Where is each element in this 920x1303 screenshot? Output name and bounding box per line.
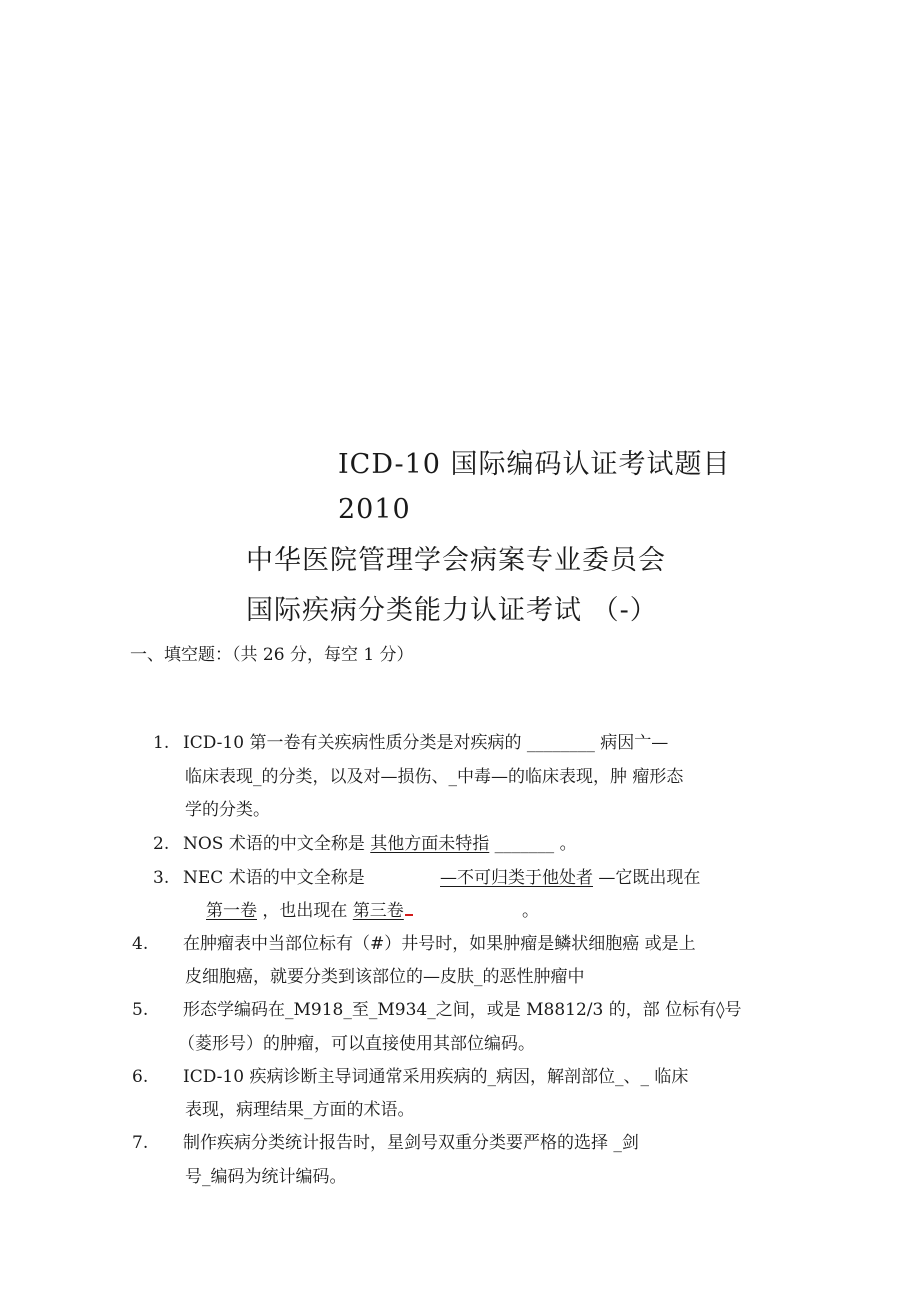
question-number: 2. (153, 834, 170, 854)
document-year: 2010 (338, 494, 411, 525)
answer-text: 第一卷 (206, 901, 257, 921)
question-line (183, 836, 577, 853)
organization-name: 中华医院管理学会病案专业委员会 (246, 545, 666, 576)
question-text: _______ 。 (489, 834, 577, 854)
question-line: （菱形号）的肿瘤，可以直接使用其部位编码。 (178, 1034, 535, 1054)
question-line (440, 870, 700, 887)
answer-text: —不可归类于他处者 (440, 868, 593, 888)
question-text: ，也出现在 (257, 901, 353, 921)
answer-text: 其他方面未特指 (370, 834, 490, 854)
question-line: 表现，病理结果_方面的术语。 (185, 1100, 415, 1120)
question-line: 临床表现_的分类，以及对—损伤、_中毒—的临床表现，肿 瘤形态 (185, 767, 684, 787)
question-number: 1. (153, 733, 170, 753)
question-number: 3. (153, 868, 170, 888)
section-header: 一、填空题：（共 26 分，每空 1 分） (130, 645, 414, 665)
question-number: 5. (132, 1000, 149, 1020)
answer-text: 第三卷 (352, 901, 404, 921)
question-text: NEC 术语的中文全称是 (183, 868, 365, 888)
document-title: ICD-10 国际编码认证考试题目 (338, 449, 731, 480)
question-text: NOS 术语的中文全称是 (183, 834, 371, 854)
question-text: —它既出现在 (593, 868, 701, 888)
question-number: 7. (132, 1133, 149, 1153)
question-line: 在肿瘤表中当部位标有（#）井号时，如果肿瘤是鳞状细胞癌 或是上 (183, 934, 696, 954)
question-number: 4. (132, 934, 149, 954)
spellcheck-mark (405, 914, 413, 916)
question-line: 皮细胞癌，就要分类到该部位的—皮肤_的恶性肿瘤中 (185, 967, 585, 987)
question-line: 学的分类。 (185, 800, 270, 820)
question-text: 。 (522, 901, 539, 921)
question-line: 形态学编码在_M918_至_M934_之间，或是 M8812/3 的，部 位标有◊号 (183, 1000, 742, 1020)
question-line: ICD-10 第一卷有关疾病性质分类是对疾病的 ________ 病因亠— (183, 733, 669, 753)
question-number: 6. (132, 1067, 149, 1087)
exam-name: 国际疾病分类能力认证考试 （-） (246, 595, 658, 626)
question-line: 制作疾病分类统计报告时，星剑号双重分类要严格的选择 _剑 (183, 1133, 639, 1153)
question-line (206, 903, 413, 920)
question-line: 号_编码为统计编码。 (185, 1167, 347, 1187)
question-line: ICD-10 疾病诊断主导词通常采用疾病的_病因，解剖部位_、_ 临床 (183, 1067, 689, 1087)
